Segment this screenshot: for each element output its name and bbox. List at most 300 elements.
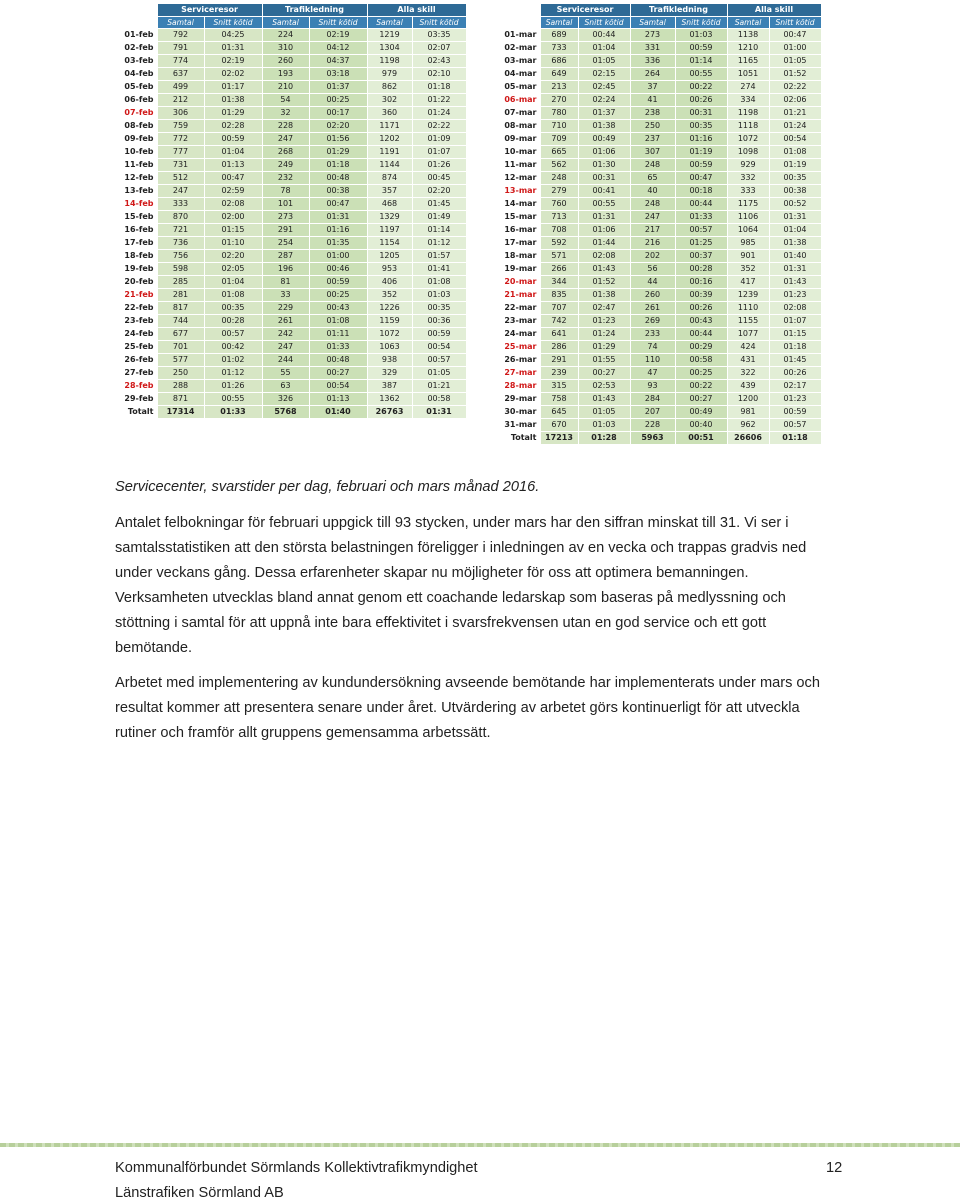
value-cell: 00:49 [578,133,630,146]
value-cell: 00:44 [675,198,727,211]
value-cell: 01:07 [412,146,466,159]
value-cell: 689 [540,29,578,42]
date-cell: 10-feb [108,146,157,159]
table-row [108,302,466,315]
value-cell: 00:49 [675,406,727,419]
value-cell: 01:00 [769,42,821,55]
value-cell: 00:59 [309,276,367,289]
value-cell: 01:03 [675,29,727,42]
value-cell: 874 [367,172,412,185]
value-cell: 01:05 [769,55,821,68]
value-cell: 1072 [727,133,769,146]
value-cell: 02:00 [204,211,262,224]
date-cell: 19-feb [108,263,157,276]
value-cell: 01:24 [769,120,821,133]
value-cell: 352 [727,263,769,276]
february-response-table [108,4,467,419]
date-cell: 05-feb [108,81,157,94]
value-cell: 54 [262,94,309,107]
table-row [500,302,821,315]
value-cell: 32 [262,107,309,120]
value-cell: 01:05 [578,55,630,68]
table-row [108,94,466,107]
value-cell: 268 [262,146,309,159]
value-cell: 835 [540,289,578,302]
table-row [500,289,821,302]
value-cell: 871 [157,393,204,406]
value-cell: 239 [540,367,578,380]
date-cell: 12-feb [108,172,157,185]
value-cell: 1197 [367,224,412,237]
date-cell: 25-feb [108,341,157,354]
date-cell: 08-mar [500,120,540,133]
value-cell: 01:18 [769,341,821,354]
value-cell: 00:43 [675,315,727,328]
table-row [500,120,821,133]
value-cell: 01:23 [769,289,821,302]
value-cell: 731 [157,159,204,172]
table-row [500,159,821,172]
table-row [500,94,821,107]
value-cell: 1198 [367,55,412,68]
value-cell: 862 [367,81,412,94]
value-cell: 02:08 [769,302,821,315]
value-cell: 00:47 [675,172,727,185]
value-cell: 285 [157,276,204,289]
value-cell: 713 [540,211,578,224]
value-cell: 733 [540,42,578,55]
column-header: Snitt kötid [769,17,821,29]
value-cell: 01:09 [412,133,466,146]
value-cell: 817 [157,302,204,315]
table-row [108,120,466,133]
value-cell: 56 [630,263,675,276]
table-row [108,159,466,172]
value-cell: 901 [727,250,769,263]
value-cell: 01:08 [309,315,367,328]
value-cell: 00:47 [204,172,262,185]
date-cell: 21-feb [108,289,157,302]
value-cell: 736 [157,237,204,250]
value-cell: 02:19 [309,29,367,42]
table-row [500,42,821,55]
value-cell: 00:59 [204,133,262,146]
value-cell: 360 [367,107,412,120]
value-cell: 291 [540,354,578,367]
value-cell: 792 [157,29,204,42]
table-row [500,185,821,198]
value-cell: 47 [630,367,675,380]
value-cell: 333 [157,198,204,211]
body-paragraph-2: Arbetet med implementering av kundundersökning avseende bemötande har implementerats under mars och resultat kommer att presentera senare under året. Utvärdering av arbetet görs kontinuerligt för att utveckla rutiner och framför allt gruppens gemensamma arbetssätt. [115,675,820,741]
value-cell: 281 [157,289,204,302]
value-cell: 00:28 [675,263,727,276]
date-cell: 27-mar [500,367,540,380]
table-row [108,172,466,185]
value-cell: 00:37 [675,250,727,263]
value-cell: 01:02 [204,354,262,367]
value-cell: 708 [540,224,578,237]
date-cell: 02-feb [108,42,157,55]
value-cell: 1210 [727,42,769,55]
date-cell: 20-feb [108,276,157,289]
column-header: Samtal [262,17,309,29]
value-cell: 1159 [367,315,412,328]
value-cell: 00:57 [769,419,821,432]
value-cell: 248 [540,172,578,185]
value-cell: 665 [540,146,578,159]
value-cell: 193 [262,68,309,81]
value-cell: 01:04 [769,224,821,237]
value-cell: 01:16 [309,224,367,237]
march-response-table [500,4,822,445]
value-cell: 01:21 [412,380,466,393]
value-cell: 02:19 [204,55,262,68]
date-cell: 22-feb [108,302,157,315]
value-cell: 979 [367,68,412,81]
value-cell: 02:47 [578,302,630,315]
value-cell: 791 [157,42,204,55]
value-cell: 329 [367,367,412,380]
value-cell: 01:38 [769,237,821,250]
value-cell: 929 [727,159,769,172]
value-cell: 00:55 [204,393,262,406]
value-cell: 01:23 [578,315,630,328]
value-cell: 01:29 [578,341,630,354]
date-cell: 10-mar [500,146,540,159]
column-header: Samtal [540,17,578,29]
value-cell: 1144 [367,159,412,172]
value-cell: 01:37 [578,107,630,120]
value-cell: 207 [630,406,675,419]
date-cell: 11-feb [108,159,157,172]
value-cell: 01:43 [578,263,630,276]
value-cell: 01:45 [412,198,466,211]
table-row [108,354,466,367]
total-value-cell: 01:31 [412,406,466,419]
value-cell: 310 [262,42,309,55]
value-cell: 1072 [367,328,412,341]
date-cell: 28-feb [108,380,157,393]
value-cell: 01:11 [309,328,367,341]
value-cell: 00:26 [675,94,727,107]
value-cell: 01:37 [309,81,367,94]
date-cell: 01-mar [500,29,540,42]
total-label: Totalt [108,406,157,419]
value-cell: 01:19 [769,159,821,172]
value-cell: 333 [727,185,769,198]
value-cell: 270 [540,94,578,107]
value-cell: 417 [727,276,769,289]
date-cell: 07-mar [500,107,540,120]
value-cell: 264 [630,68,675,81]
value-cell: 00:54 [769,133,821,146]
total-row [500,432,821,445]
date-cell: 04-mar [500,68,540,81]
date-cell: 05-mar [500,81,540,94]
value-cell: 1175 [727,198,769,211]
total-value-cell: 00:51 [675,432,727,445]
table-row [108,341,466,354]
table-row [108,42,466,55]
value-cell: 00:57 [204,328,262,341]
date-cell: 12-mar [500,172,540,185]
date-cell: 27-feb [108,367,157,380]
table-row [108,211,466,224]
value-cell: 01:13 [204,159,262,172]
date-cell: 31-mar [500,419,540,432]
value-cell: 721 [157,224,204,237]
value-cell: 202 [630,250,675,263]
value-cell: 01:38 [578,289,630,302]
value-cell: 01:12 [412,237,466,250]
value-cell: 248 [630,198,675,211]
value-cell: 774 [157,55,204,68]
group-header: Serviceresor [540,4,630,17]
value-cell: 645 [540,406,578,419]
value-cell: 1106 [727,211,769,224]
value-cell: 273 [630,29,675,42]
value-cell: 431 [727,354,769,367]
value-cell: 00:28 [204,315,262,328]
date-cell: 30-mar [500,406,540,419]
date-cell: 29-mar [500,393,540,406]
value-cell: 306 [157,107,204,120]
date-cell: 23-feb [108,315,157,328]
value-cell: 02:10 [412,68,466,81]
value-cell: 1205 [367,250,412,263]
value-cell: 00:45 [412,172,466,185]
table-row [108,185,466,198]
corner-cell [500,17,540,29]
table-row [108,328,466,341]
value-cell: 01:07 [769,315,821,328]
value-cell: 1063 [367,341,412,354]
value-cell: 00:54 [309,380,367,393]
value-cell: 1171 [367,120,412,133]
value-cell: 229 [262,302,309,315]
value-cell: 02:20 [412,185,466,198]
value-cell: 04:37 [309,55,367,68]
value-cell: 250 [630,120,675,133]
value-cell: 02:59 [204,185,262,198]
value-cell: 01:52 [769,68,821,81]
total-value-cell: 01:28 [578,432,630,445]
date-cell: 11-mar [500,159,540,172]
value-cell: 01:43 [769,276,821,289]
table-row [500,237,821,250]
value-cell: 571 [540,250,578,263]
value-cell: 512 [157,172,204,185]
value-cell: 1362 [367,393,412,406]
date-cell: 18-mar [500,250,540,263]
value-cell: 336 [630,55,675,68]
value-cell: 00:52 [769,198,821,211]
group-header: Trafikledning [630,4,727,17]
value-cell: 641 [540,328,578,341]
value-cell: 953 [367,263,412,276]
table-row [108,250,466,263]
table-row [500,29,821,42]
value-cell: 01:31 [204,42,262,55]
value-cell: 00:18 [675,185,727,198]
table-row [108,107,466,120]
value-cell: 322 [727,367,769,380]
value-cell: 00:22 [675,81,727,94]
table-caption: Servicecenter, svarstider per dag, februari och mars månad 2016. [115,479,540,495]
value-cell: 00:26 [769,367,821,380]
value-cell: 709 [540,133,578,146]
value-cell: 01:06 [578,224,630,237]
value-cell: 291 [262,224,309,237]
value-cell: 63 [262,380,309,393]
value-cell: 228 [262,120,309,133]
table-row [108,276,466,289]
table-row [500,198,821,211]
value-cell: 01:31 [578,211,630,224]
value-cell: 01:40 [769,250,821,263]
table-row [108,289,466,302]
table-row [500,380,821,393]
value-cell: 00:25 [309,94,367,107]
value-cell: 00:35 [769,172,821,185]
total-value-cell: 01:33 [204,406,262,419]
column-header: Samtal [367,17,412,29]
value-cell: 273 [262,211,309,224]
value-cell: 562 [540,159,578,172]
value-cell: 261 [262,315,309,328]
value-cell: 01:06 [578,146,630,159]
date-cell: 14-feb [108,198,157,211]
corner-cell [108,17,157,29]
value-cell: 760 [540,198,578,211]
value-cell: 01:41 [412,263,466,276]
value-cell: 1200 [727,393,769,406]
value-cell: 00:59 [675,159,727,172]
value-cell: 266 [540,263,578,276]
value-cell: 03:18 [309,68,367,81]
value-cell: 213 [540,81,578,94]
table-row [500,393,821,406]
table-row [500,224,821,237]
table-row [500,367,821,380]
value-cell: 985 [727,237,769,250]
value-cell: 981 [727,406,769,419]
table-row [500,341,821,354]
value-cell: 00:42 [204,341,262,354]
page-number: 12 [826,1160,843,1176]
value-cell: 01:04 [204,276,262,289]
date-cell: 09-feb [108,133,157,146]
value-cell: 55 [262,367,309,380]
value-cell: 756 [157,250,204,263]
value-cell: 212 [157,94,204,107]
value-cell: 1239 [727,289,769,302]
value-cell: 01:12 [204,367,262,380]
date-cell: 19-mar [500,263,540,276]
date-cell: 06-mar [500,94,540,107]
value-cell: 01:05 [412,367,466,380]
value-cell: 01:31 [769,211,821,224]
value-cell: 01:44 [578,237,630,250]
value-cell: 261 [630,302,675,315]
value-cell: 02:20 [204,250,262,263]
value-cell: 938 [367,354,412,367]
value-cell: 254 [262,237,309,250]
value-cell: 01:21 [769,107,821,120]
value-cell: 00:58 [412,393,466,406]
value-cell: 406 [367,276,412,289]
value-cell: 01:18 [412,81,466,94]
value-cell: 01:26 [204,380,262,393]
value-cell: 01:18 [309,159,367,172]
value-cell: 260 [630,289,675,302]
date-cell: 28-mar [500,380,540,393]
date-cell: 20-mar [500,276,540,289]
date-cell: 23-mar [500,315,540,328]
value-cell: 01:31 [309,211,367,224]
value-cell: 01:38 [578,120,630,133]
total-row [108,406,466,419]
date-cell: 17-feb [108,237,157,250]
date-cell: 24-feb [108,328,157,341]
value-cell: 247 [157,185,204,198]
total-value-cell: 17314 [157,406,204,419]
value-cell: 424 [727,341,769,354]
value-cell: 1051 [727,68,769,81]
value-cell: 01:24 [412,107,466,120]
value-cell: 01:03 [412,289,466,302]
column-header: Snitt kötid [204,17,262,29]
value-cell: 00:47 [309,198,367,211]
value-cell: 93 [630,380,675,393]
value-cell: 238 [630,107,675,120]
value-cell: 41 [630,94,675,107]
value-cell: 287 [262,250,309,263]
value-cell: 244 [262,354,309,367]
value-cell: 02:43 [412,55,466,68]
value-cell: 01:38 [204,94,262,107]
date-cell: 01-feb [108,29,157,42]
value-cell: 247 [262,341,309,354]
corner-cell [108,4,157,17]
value-cell: 00:44 [578,29,630,42]
value-cell: 01:04 [578,42,630,55]
value-cell: 210 [262,81,309,94]
value-cell: 44 [630,276,675,289]
value-cell: 00:59 [412,328,466,341]
value-cell: 331 [630,42,675,55]
date-cell: 16-feb [108,224,157,237]
value-cell: 01:33 [309,341,367,354]
value-cell: 216 [630,237,675,250]
value-cell: 00:22 [675,380,727,393]
value-cell: 00:55 [675,68,727,81]
date-cell: 26-feb [108,354,157,367]
value-cell: 40 [630,185,675,198]
value-cell: 1202 [367,133,412,146]
value-cell: 02:45 [578,81,630,94]
value-cell: 01:24 [578,328,630,341]
footer-company: Länstrafiken Sörmland AB [115,1185,284,1201]
value-cell: 01:17 [204,81,262,94]
value-cell: 01:05 [578,406,630,419]
value-cell: 387 [367,380,412,393]
value-cell: 00:26 [675,302,727,315]
value-cell: 01:08 [412,276,466,289]
total-value-cell: 26606 [727,432,769,445]
value-cell: 00:31 [675,107,727,120]
